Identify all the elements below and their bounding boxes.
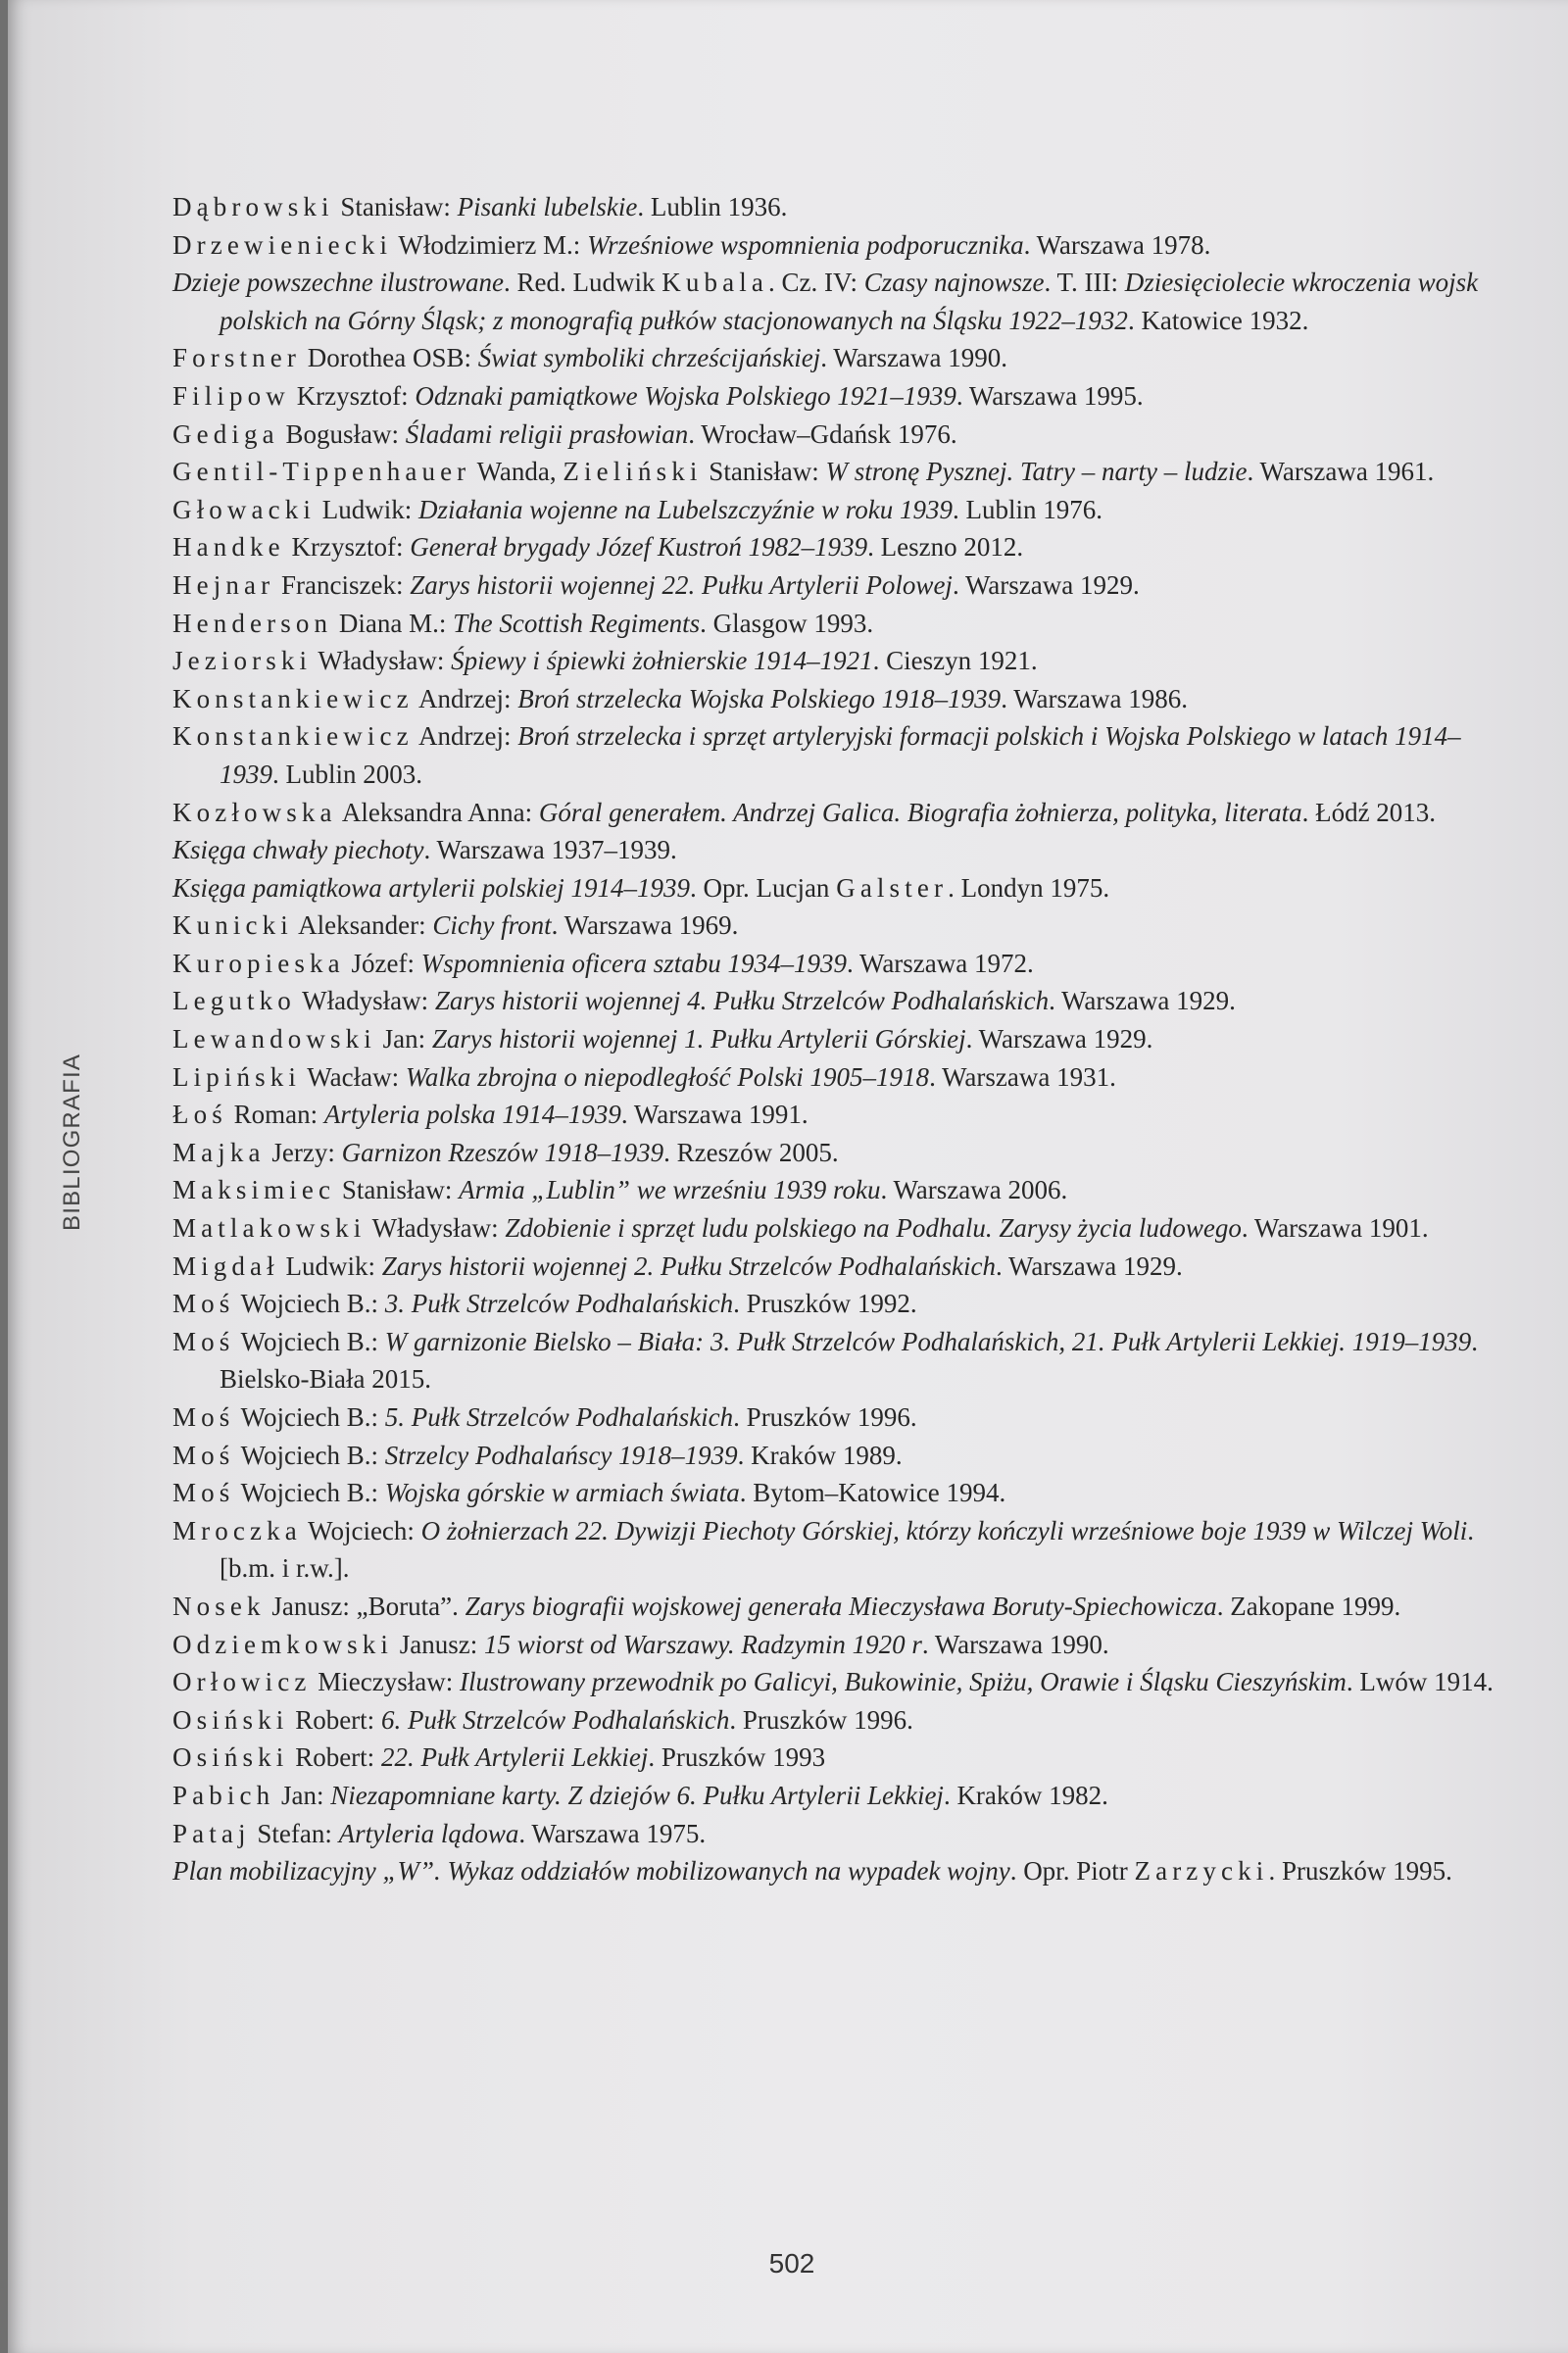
entry-title: Wojska górskie w armiach świata: [384, 1478, 740, 1508]
entry-title: Odznaki pamiątkowe Wojska Polskiego 1921–1939: [415, 380, 956, 411]
entry-text: . Warszawa 1975.: [518, 1818, 707, 1848]
author-name: Gediga: [172, 418, 279, 449]
bibliography-entry: [172, 1588, 1495, 1626]
entry-title: Artyleria lądowa: [338, 1818, 519, 1848]
entry-text: . Warszawa 1901.: [1241, 1213, 1429, 1244]
bibliography-entry: [172, 1739, 1495, 1777]
author-name: Osiński: [172, 1704, 289, 1735]
entry-title: Świat symboliki chrześcijańskiej: [477, 343, 821, 373]
entry-text: . Warszawa 1991.: [620, 1100, 808, 1130]
author-forename: Józef:: [344, 948, 421, 978]
bibliography-entry: [172, 982, 1495, 1020]
entry-title: Cichy front: [432, 910, 552, 941]
author-name: Moś: [172, 1478, 235, 1508]
bibliography-entry: [172, 1815, 1495, 1853]
entry-title: Dzieje powszechne ilustrowane: [172, 268, 504, 298]
author-forename: Bogusław:: [278, 418, 406, 449]
bibliography-entry: [172, 566, 1495, 605]
author-name: Orłowicz: [172, 1667, 312, 1697]
bibliography-entry: [172, 1058, 1495, 1097]
author-name: Kubala: [662, 268, 768, 298]
bibliography-entry: [172, 1096, 1495, 1134]
author-name: Osiński: [172, 1742, 289, 1773]
author-name: Moś: [172, 1326, 235, 1356]
author-forename: Włodzimierz M.:: [392, 229, 588, 260]
author-forename: Janusz:: [393, 1629, 485, 1659]
entry-title: Księga chwały piechoty: [172, 835, 424, 865]
author-name: Konstankiewicz: [172, 721, 414, 752]
bibliography-entry: [172, 1437, 1495, 1475]
entry-title: Generał brygady Józef Kustroń 1982–1939: [410, 532, 868, 563]
entry-title: Plan mobilizacyjny „W”. Wykaz oddziałów mobilizowanych na wypadek wojny: [172, 1856, 1010, 1887]
author-forename: Aleksander:: [292, 910, 433, 941]
author-name: Moś: [172, 1402, 235, 1432]
bibliography-entry: [172, 907, 1495, 945]
bibliography-entry: [172, 869, 1495, 907]
author-name: Migdał: [172, 1250, 279, 1281]
entry-title: Czasy najnowsze: [863, 268, 1045, 298]
entry-text: . Warszawa 1969.: [551, 910, 739, 941]
entry-title: Księga pamiątkowa artylerii polskiej 1914–1939: [172, 872, 690, 903]
author-forename: Wanda,: [470, 457, 564, 487]
bibliography-entry: [172, 377, 1495, 416]
entry-title: 3. Pułk Strzelców Podhalańskich: [384, 1289, 734, 1319]
author-forename: Jerzy:: [265, 1137, 342, 1167]
author-name: Drzewieniecki: [172, 229, 393, 260]
author-forename: Ludwik:: [278, 1250, 382, 1281]
bibliography-entry: [172, 1663, 1495, 1701]
entry-title: Armia „Lublin” we wrześniu 1939 roku: [459, 1175, 881, 1205]
bibliography-entry: [172, 1474, 1495, 1512]
author-name: Majka: [172, 1137, 266, 1167]
entry-title: Zarys historii wojennej 22. Pułku Artylerii Polowej: [410, 569, 953, 600]
author-name: Zarzycki: [1134, 1856, 1269, 1887]
author-name: Zieliński: [563, 457, 703, 487]
author-forename: Wojciech:: [301, 1515, 421, 1545]
bibliography-entry: [172, 339, 1495, 377]
bibliography-entry: [172, 1171, 1495, 1209]
entry-text: . Łódź 2013.: [1301, 797, 1437, 827]
author-name: Dąbrowski: [172, 192, 334, 221]
entry-title: 22. Pułk Artylerii Lekkiej: [380, 1742, 649, 1773]
entry-text: . Warszawa 1929.: [1049, 986, 1236, 1016]
entry-text: . Opr. Piotr: [1009, 1856, 1135, 1887]
bibliography-entry: [172, 1701, 1495, 1740]
author-forename: Diana M.:: [332, 608, 454, 638]
bibliography-entry: [172, 1852, 1495, 1890]
entry-text: . Pruszków 1992.: [733, 1289, 917, 1319]
author-forename: Stefan:: [250, 1818, 339, 1848]
entry-text: . Warszawa 1929.: [996, 1250, 1183, 1281]
author-forename: Stanisław:: [333, 192, 458, 221]
entry-text: . Warszawa 1990.: [820, 343, 1007, 373]
entry-text: . Opr. Lucjan: [689, 872, 837, 903]
entry-title: W garnizonie Bielsko – Biała: 3. Pułk Strzelców Podhalańskich, 21. Pułk Artylerii Lekkiej. 1919–1939: [384, 1326, 1472, 1356]
author-forename: Stanisław:: [335, 1175, 460, 1205]
author-name: Legutko: [172, 986, 296, 1016]
author-forename: Władysław:: [295, 986, 435, 1016]
author-forename: Dorothea OSB:: [301, 343, 478, 373]
entry-title: Góral generałem. Andrzej Galica. Biografia żołnierza, polityka, literata: [538, 797, 1302, 827]
author-forename: Robert:: [288, 1742, 381, 1773]
entry-title: Walka zbrojna o niepodległość Polski 1905–1918: [405, 1061, 930, 1092]
author-name: Matlakowski: [172, 1213, 367, 1244]
entry-title: 15 wiorst od Warszawy. Radzymin 1920 r: [484, 1629, 922, 1659]
author-name: Głowacki: [172, 494, 317, 524]
bibliography-entry: [172, 1777, 1495, 1815]
author-name: Lewandowski: [172, 1024, 376, 1054]
entry-title: Dziesięciolecie wkroczenia wojsk polskich na Górny Śląsk; z monografią pułków stacjonowanych na Śląsku 1922–1932: [220, 268, 1479, 335]
entry-title: Niezapomniane karty. Z dziejów 6. Pułku Artylerii Lekkiej: [330, 1780, 944, 1810]
page-number: 502: [768, 2248, 815, 2279]
author-name: Kunicki: [172, 910, 293, 941]
bibliography-entry: [172, 1134, 1495, 1172]
bibliography-entry: [172, 1323, 1495, 1398]
entry-text: . Pruszków 1996.: [729, 1704, 913, 1735]
entry-text: . Kraków 1982.: [943, 1780, 1108, 1810]
entry-title: Pisanki lubelskie: [457, 192, 638, 221]
entry-text: . Warszawa 1929.: [965, 1024, 1153, 1054]
entry-title: The Scottish Regiments: [453, 608, 701, 638]
entry-text: . Warszawa 1995.: [956, 380, 1144, 411]
author-name: Łoś: [172, 1100, 227, 1130]
entry-text: . Warszawa 1937–1939.: [423, 835, 677, 865]
author-name: Moś: [172, 1440, 235, 1470]
author-forename: Krzysztof:: [284, 532, 411, 563]
author-forename: Wojciech B.:: [234, 1478, 385, 1508]
entry-text: . Londyn 1975.: [948, 872, 1110, 903]
entry-text: . Red. Ludwik: [503, 268, 662, 298]
author-forename: Jan:: [375, 1024, 432, 1054]
author-name: Lipiński: [172, 1061, 302, 1092]
entry-title: Działania wojenne na Lubelszczyźnie w roku 1939: [418, 494, 953, 524]
author-name: Gentil-Tippenhauer: [172, 457, 471, 487]
entry-title: Strzelcy Podhalańscy 1918–1939: [384, 1440, 738, 1470]
author-name: Konstankiewicz: [172, 683, 414, 713]
entry-text: . Warszawa 2006.: [880, 1175, 1068, 1205]
bibliography-entry: [172, 188, 1495, 226]
entry-text: . [b.m. i r.w.].: [220, 1515, 1475, 1584]
bibliography-entry: [172, 1512, 1495, 1588]
entry-title: Zarys historii wojennej 1. Pułku Artylerii Górskiej: [431, 1024, 966, 1054]
author-forename: Wojciech B.:: [234, 1440, 385, 1470]
entry-text: . T. III:: [1044, 268, 1125, 298]
author-name: Forstner: [172, 343, 302, 373]
author-forename: Krzysztof:: [289, 380, 416, 411]
bibliography-entry: [172, 226, 1495, 265]
bibliography-entry: [172, 794, 1495, 832]
author-forename: Wojciech B.:: [234, 1326, 385, 1356]
author-forename: Aleksandra Anna:: [336, 797, 539, 827]
entry-title: Śladami religii prasłowian: [405, 418, 689, 449]
bibliography-entry: [172, 717, 1495, 793]
entry-text: . Lwów 1914.: [1346, 1667, 1494, 1697]
entry-title: 6. Pułk Strzelców Podhalańskich: [380, 1704, 730, 1735]
author-forename: Jan:: [274, 1780, 331, 1810]
author-name: Maksimiec: [172, 1175, 336, 1205]
author-name: Handke: [172, 532, 285, 563]
entry-text: . Bytom–Katowice 1994.: [739, 1478, 1006, 1508]
author-name: Henderson: [172, 608, 333, 638]
entry-title: Śpiewy i śpiewki żołnierskie 1914–1921: [451, 646, 873, 676]
entry-text: . Warszawa 1972.: [846, 948, 1034, 978]
entry-text: . Warszawa 1978.: [1023, 229, 1211, 260]
entry-title: Zarys historii wojennej 2. Pułku Strzelców Podhalańskich: [381, 1250, 996, 1281]
author-name: Pataj: [172, 1818, 251, 1848]
bibliography-entry: [172, 1020, 1495, 1058]
author-forename: Wojciech B.:: [234, 1289, 385, 1319]
entry-text: . Warszawa 1931.: [929, 1061, 1116, 1092]
bibliography-entry: [172, 1626, 1495, 1664]
entry-text: . Warszawa 1986.: [1001, 683, 1188, 713]
entry-text: . Bielsko-Biała 2015.: [220, 1326, 1479, 1395]
author-forename: Andrzej:: [413, 721, 518, 752]
entry-title: Zdobienie i sprzęt ludu polskiego na Podhalu. Zarysy życia ludowego: [505, 1213, 1242, 1244]
bibliography-entry: [172, 642, 1495, 680]
author-forename: Władysław:: [312, 646, 452, 676]
author-name: Kozłowska: [172, 797, 337, 827]
author-forename: Władysław:: [366, 1213, 506, 1244]
bibliography-entry: [172, 831, 1495, 869]
author-forename: Janusz:: [265, 1591, 357, 1621]
author-forename: Ludwik:: [316, 494, 419, 524]
entry-text: . Pruszków 1993: [648, 1742, 826, 1773]
entry-text: Stanisław:: [702, 457, 826, 487]
entry-title: O żołnierzach 22. Dywizji Piechoty Górskiej, którzy kończyli wrześniowe boje 1939 w Wilczej Woli: [420, 1515, 1468, 1545]
author-name: Moś: [172, 1289, 235, 1319]
author-name: Hejnar: [172, 569, 275, 600]
author-forename: Roman:: [226, 1100, 324, 1130]
entry-text: . Warszawa 1929.: [952, 569, 1140, 600]
bibliography-entry: [172, 416, 1495, 454]
author-name: Jeziorski: [172, 646, 313, 676]
entry-text: . Pruszków 1996.: [733, 1402, 917, 1432]
entry-text: . Rzeszów 2005.: [663, 1137, 839, 1167]
bibliography-entry: [172, 1285, 1495, 1323]
entry-text: . Lublin 1976.: [953, 494, 1102, 524]
bibliography-list: [172, 188, 1495, 1890]
entry-text: . Cz. IV:: [767, 268, 864, 298]
bibliography-entry: [172, 605, 1495, 643]
entry-text: . Leszno 2012.: [867, 532, 1024, 563]
author-forename: Wojciech B.:: [234, 1402, 385, 1432]
entry-text: . Kraków 1989.: [737, 1440, 903, 1470]
bibliography-entry: [172, 528, 1495, 566]
bibliography-entry: [172, 491, 1495, 529]
entry-text: . Glasgow 1993.: [700, 608, 874, 638]
author-name: Filipow: [172, 380, 290, 411]
entry-text: . Cieszyn 1921.: [872, 646, 1038, 676]
entry-text: . Warszawa 1990.: [921, 1629, 1109, 1659]
author-forename: Wacław:: [301, 1061, 406, 1092]
author-name: Galster: [836, 872, 949, 903]
book-page: [8, 0, 1568, 2353]
bibliography-entry: [172, 945, 1495, 983]
entry-title: W stronę Pysznej. Tatry – narty – ludzie: [825, 457, 1248, 487]
entry-title: Broń strzelecka Wojska Polskiego 1918–1939: [517, 683, 1002, 713]
entry-title: 5. Pułk Strzelców Podhalańskich: [384, 1402, 734, 1432]
entry-text: . Katowice 1932.: [1127, 305, 1309, 335]
author-forename: Andrzej:: [413, 683, 518, 713]
author-forename: Robert:: [288, 1704, 381, 1735]
author-name: Mroczka: [172, 1515, 302, 1545]
author-name: Pabich: [172, 1780, 275, 1810]
bibliography-entry: [172, 264, 1495, 339]
bibliography-entry: [172, 680, 1495, 718]
bibliography-entry: [172, 1398, 1495, 1437]
entry-text: . Lublin 1936.: [637, 192, 788, 221]
entry-text: . Warszawa 1961.: [1247, 457, 1435, 487]
entry-text: . Wrocław–Gdańsk 1976.: [688, 418, 957, 449]
section-side-label: BIBLIOGRAFIA: [59, 1053, 85, 1231]
author-name: Odziemkowski: [172, 1629, 394, 1659]
bibliography-entry: [172, 1209, 1495, 1248]
entry-title: Artyleria polska 1914–1939: [323, 1100, 621, 1130]
entry-title: Broń strzelecka i sprzęt artyleryjski formacji polskich i Wojska Polskiego w latach 1914–1939: [220, 721, 1461, 789]
entry-title: Wspomnienia oficera sztabu 1934–1939: [420, 948, 847, 978]
entry-title: Garnizon Rzeszów 1918–1939: [341, 1137, 664, 1167]
entry-title: Zarys historii wojennej 4. Pułku Strzelców Podhalańskich: [434, 986, 1050, 1016]
author-name: Kuropieska: [172, 948, 345, 978]
entry-title: Ilustrowany przewodnik po Galicyi, Bukowinie, Spiżu, Orawie i Śląsku Cieszyńskim: [459, 1667, 1347, 1697]
bibliography-entry: [172, 453, 1495, 491]
entry-title: Wrześniowe wspomnienia podporucznika: [587, 229, 1024, 260]
entry-title: Zarys biografii wojskowej generała Mieczysława Boruty-Spiechowicza: [465, 1591, 1217, 1621]
entry-text: „Boruta”.: [356, 1591, 466, 1621]
entry-text: . Zakopane 1999.: [1216, 1591, 1401, 1621]
bibliography-entry: [172, 1248, 1495, 1286]
entry-text: . Lublin 2003.: [272, 759, 422, 789]
author-name: Nosek: [172, 1591, 266, 1621]
entry-text: . Pruszków 1995.: [1268, 1856, 1452, 1887]
author-forename: Mieczysław:: [311, 1667, 460, 1697]
author-forename: Franciszek:: [274, 569, 411, 600]
